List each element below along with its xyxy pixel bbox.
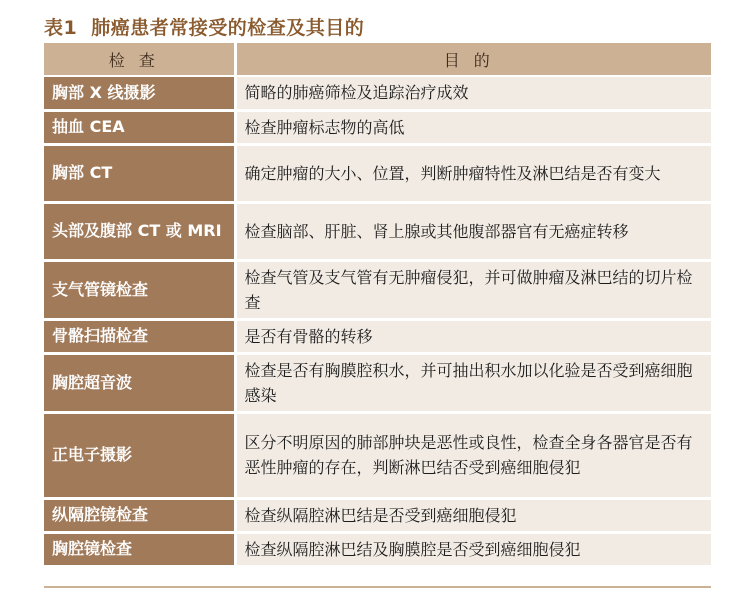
table-title: 肺癌患者常接受的检查及其目的 bbox=[91, 17, 365, 39]
table-row bbox=[44, 498, 711, 532]
table-row bbox=[44, 260, 711, 319]
method-cell: 胸腔超音波 bbox=[44, 353, 235, 412]
table-row bbox=[44, 202, 711, 260]
table-row bbox=[44, 412, 711, 498]
purpose-cell: 检查是否有胸膜腔积水，并可抽出积水加以化验是否受到癌细胞感染 bbox=[235, 353, 711, 412]
table-row bbox=[44, 353, 711, 412]
exam-table bbox=[44, 43, 711, 568]
method-cell: 胸部 CT bbox=[44, 144, 235, 202]
method-cell: 胸部 X 线摄影 bbox=[44, 76, 235, 110]
table-caption bbox=[44, 13, 364, 40]
method-cell: 正电子摄影 bbox=[44, 412, 235, 498]
header-method: 检查 bbox=[44, 43, 235, 76]
header-row bbox=[44, 43, 711, 76]
table-row bbox=[44, 76, 711, 110]
purpose-cell: 检查纵隔腔淋巴结及胸膜腔是否受到癌细胞侵犯 bbox=[235, 532, 711, 566]
table-row bbox=[44, 319, 711, 353]
method-cell: 骨骼扫描检查 bbox=[44, 319, 235, 353]
purpose-cell: 检查纵隔腔淋巴结是否受到癌细胞侵犯 bbox=[235, 498, 711, 532]
purpose-cell: 简略的肺癌筛检及追踪治疗成效 bbox=[235, 76, 711, 110]
table-row bbox=[44, 532, 711, 566]
table-row bbox=[44, 110, 711, 144]
method-cell: 胸腔镜检查 bbox=[44, 532, 235, 566]
method-cell: 抽血 CEA bbox=[44, 110, 235, 144]
method-cell: 头部及腹部 CT 或 MRI bbox=[44, 202, 235, 260]
purpose-cell: 确定肿瘤的大小、位置，判断肿瘤特性及淋巴结是否有变大 bbox=[235, 144, 711, 202]
method-cell: 纵隔腔镜检查 bbox=[44, 498, 235, 532]
method-cell: 支气管镜检查 bbox=[44, 260, 235, 319]
table-row bbox=[44, 144, 711, 202]
purpose-cell: 是否有骨骼的转移 bbox=[235, 319, 711, 353]
bottom-rule bbox=[44, 586, 711, 588]
purpose-cell: 检查肿瘤标志物的高低 bbox=[235, 110, 711, 144]
header-purpose: 目的 bbox=[235, 43, 711, 76]
purpose-cell: 检查脑部、肝脏、肾上腺或其他腹部器官有无癌症转移 bbox=[235, 202, 711, 260]
table-number: 表1 bbox=[44, 17, 78, 39]
purpose-cell: 区分不明原因的肺部肿块是恶性或良性，检查全身各器官是否有恶性肿瘤的存在，判断淋巴结否受到癌细胞侵犯 bbox=[235, 412, 711, 498]
purpose-cell: 检查气管及支气管有无肿瘤侵犯，并可做肿瘤及淋巴结的切片检查 bbox=[235, 260, 711, 319]
